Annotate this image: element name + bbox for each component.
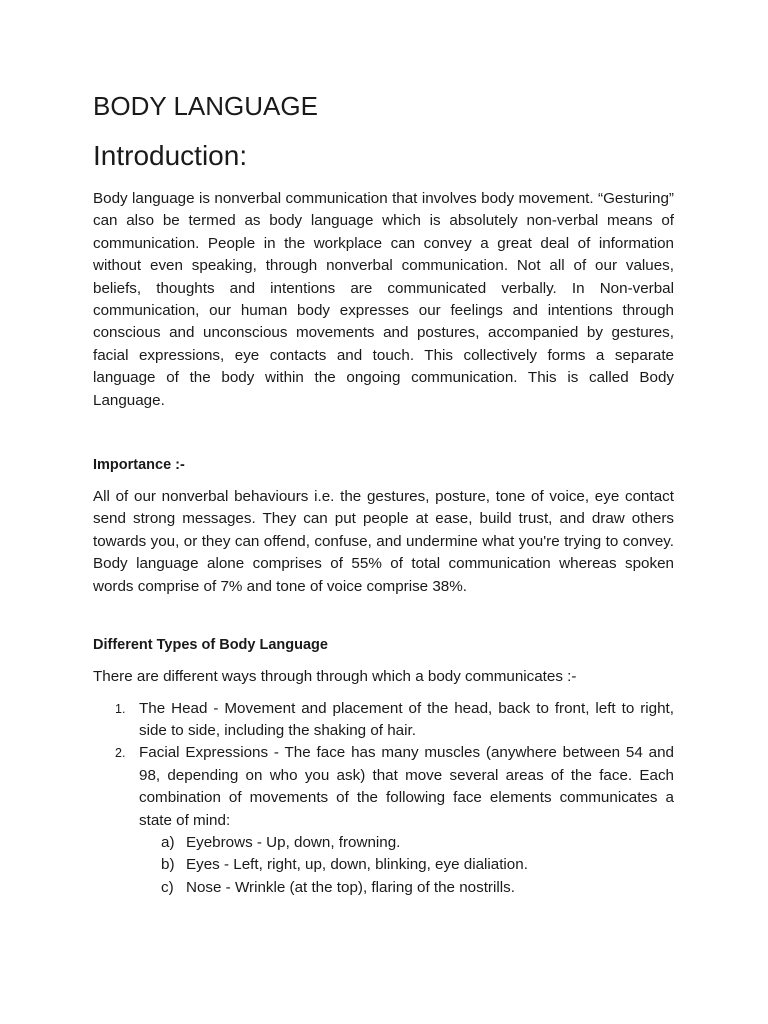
list-item (93, 742, 674, 899)
importance-paragraph: All of our nonverbal behaviours i.e. the gestures, posture, tone of voice, eye contact send strong messages. They can put people at ease, build trust, and draw others towards you, or they can offend, confuse, and undermine what you're trying to convey. Body language alone comprises of 55% of total communication whereas spoken words comprise of 7% and tone of voice comprise 38%. (93, 488, 674, 595)
sub-list-item-marker: b) (161, 856, 175, 874)
sub-list-item-marker: a) (161, 833, 175, 851)
sub-list-item (139, 854, 674, 876)
intro-paragraph: Body language is nonverbal communication that involves body movement. “Gesturing” can also be termed as body language which is absolutely non-verbal means of communication. People in the workplace can convey a great deal of information without even speaking, through nonverbal communication. Not all of our values, beliefs, thoughts and intentions are communicated verbally. In Non-verbal communication, our human body expresses our feelings and intentions through conscious and unconscious movements and postures, accompanied by gestures, facial expressions, eye contacts and touch. This collectively forms a separate language of the body within the ongoing communication. This is called Body Language. (93, 190, 674, 409)
sub-list-item-text: Eyebrows - Up, down, frowning. (186, 833, 401, 851)
types-intro-paragraph: There are different ways through through which a body communicates :- (93, 668, 577, 686)
list-item-marker: 2. (115, 746, 126, 761)
facial-elements-sublist (139, 832, 674, 899)
importance-heading: Importance :- (93, 457, 185, 474)
list-item-marker: 1. (115, 701, 126, 716)
sub-list-item-text: Nose - Wrinkle (at the top), flaring of the nostrills. (186, 878, 515, 896)
document-title: BODY LANGUAGE (93, 91, 318, 121)
sub-list-item (139, 877, 674, 899)
sub-list-item (139, 832, 674, 854)
types-heading: Different Types of Body Language (93, 637, 328, 654)
section-heading-introduction: Introduction: (93, 140, 248, 171)
sub-list-item-text: Eyes - Left, right, up, down, blinking, eye dialiation. (186, 856, 528, 874)
document-content (93, 88, 674, 899)
list-item-text: The Head - Movement and placement of the head, back to front, left to right, side to side, including the shaking of hair. (139, 699, 674, 739)
list-item-text: Facial Expressions - The face has many muscles (anywhere between 54 and 98, depending on who you ask) that move several areas of the face. Each combination of movements of the following face elements communicates a state of mind: (139, 744, 674, 829)
list-item (93, 698, 674, 743)
sub-list-item-marker: c) (161, 878, 174, 896)
types-list (93, 698, 674, 900)
